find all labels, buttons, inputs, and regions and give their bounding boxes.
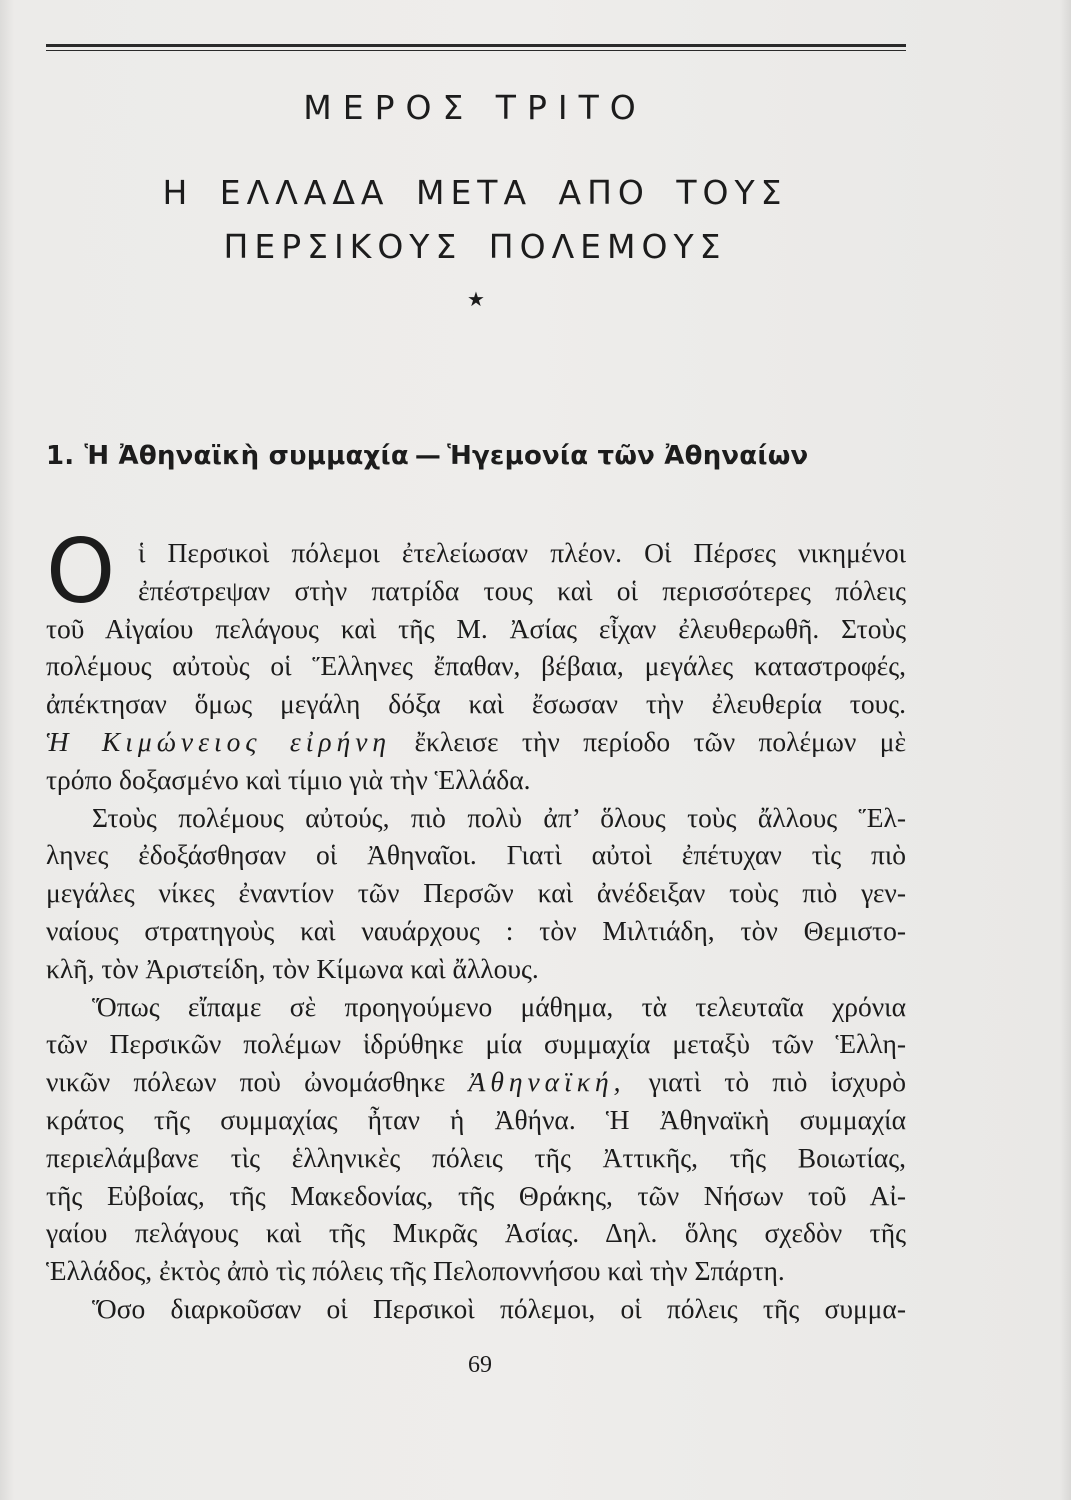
text-line-part: γιατὶ τὸ πιὸ ἰσχυρὸ	[648, 1066, 907, 1098]
section-label: ΜΕΡΟΣ ΤΡΙΤΟ	[303, 88, 647, 127]
text-line: Στοὺς πολέμους αὐτούς, πιὸ πολὺ ἀπ’ ὅλους τοὺς ἄλλους Ἕλ-	[92, 801, 906, 833]
text-line: τῆς Εὐβοίας, τῆς Μακεδονίας, τῆς Θράκης, τῶν Νήσων τοῦ Αἰ-	[46, 1179, 906, 1211]
text-line: Ὅσο διαρκοῦσαν οἱ Περσικοὶ πόλεμοι, οἱ πόλεις τῆς συμμα-	[92, 1292, 906, 1324]
star-ornament-icon: ★	[467, 287, 485, 311]
chapter-title-part-2: Ἡγεμονία τῶν Ἀθηναίων	[447, 441, 809, 471]
chapter-title-dash: —	[414, 441, 442, 471]
italic-term-athinaiki: Ἀθηναϊκή,	[468, 1066, 626, 1098]
text-line-part: νικῶν πόλεων ποὺ ὠνομάσθηκε	[46, 1066, 446, 1098]
text-line: τῶν Περσικῶν πολέμων ἱδρύθηκε μία συμμαχία μεταξὺ τῶν Ἑλλη-	[46, 1028, 906, 1060]
text-line: ἱ Περσικοὶ πόλεμοι ἐτελείωσαν πλέον. Οἱ Πέρσες νικημένοι	[138, 537, 906, 568]
text-line: ἀπέκτησαν ὅμως μεγάλη δόξα καὶ ἔσωσαν τὴν ἐλευθερία τους.	[46, 688, 906, 720]
text-line	[46, 1063, 906, 1101]
text-line: τοῦ Αἰγαίου πελάγους καὶ τῆς Μ. Ἀσίας εἶχαν ἐλευθερωθῆ. Στοὺς	[46, 612, 906, 644]
part-title	[0, 166, 950, 274]
text-line: Ὅπως εἴπαμε σὲ προηγούμενο μάθημα, τὰ τελευταῖα χρόνια	[92, 990, 906, 1022]
italic-term-kimoneios: Ἡ Κιμώνειος εἰρήνη	[46, 725, 392, 757]
page-number: 69	[468, 1352, 492, 1378]
text-line: γαίου πελάγους καὶ τῆς Μικρᾶς Ἀσίας. Δηλ. ὅλης σχεδὸν τῆς	[46, 1217, 906, 1249]
text-line: ληνες ἐδοξάσθησαν οἱ Ἀθηναῖοι. Γιατὶ αὐτοὶ ἐπέτυχαν τὶς πιὸ	[46, 839, 906, 871]
text-line: ναίους στρατηγοὺς καὶ ναυάρχους : τὸν Μιλτιάδη, τὸν Θεμιστο-	[46, 914, 906, 946]
text-line: ἐπέστρεψαν στὴν πατρίδα τους καὶ οἱ περισσότερες πόλεις	[138, 574, 906, 606]
chapter-heading	[46, 441, 916, 471]
text-line: πολέμους αὐτοὺς οἱ Ἕλληνες ἔπαθαν, βέβαια, μεγάλες καταστροφές,	[46, 650, 906, 682]
part-title-line-1: Η ΕΛΛΑΔΑ ΜΕΤΑ ΑΠΟ ΤΟΥΣ	[162, 173, 788, 212]
top-rule-thick	[46, 44, 906, 47]
chapter-title-part-1: Ἡ Ἀθηναϊκὴ συμμαχία	[84, 441, 409, 471]
text-line: περιελάμβανε τὶς ἑλληνικὲς πόλεις τῆς Ἀττικῆς, τῆς Βοιωτίας,	[46, 1141, 906, 1173]
chapter-number: 1.	[46, 441, 75, 471]
drop-cap: Ο	[46, 520, 116, 623]
body-text	[46, 520, 907, 1328]
text-line	[46, 723, 906, 761]
part-title-line-2: ΠΕΡΣΙΚΟΥΣ ΠΟΛΕΜΟΥΣ	[223, 227, 727, 266]
text-line: μεγάλες νίκες ἐναντίον τῶν Περσῶν καὶ ἀνέδειξαν τοὺς πιὸ γεν-	[46, 877, 906, 909]
text-line: τρόπο δοξασμένο καὶ τίμιο γιὰ τὴν Ἑλλάδα.	[46, 763, 531, 795]
text-line: κράτος τῆς συμμαχίας ἦταν ἡ Ἀθήνα. Ἡ Ἀθηναϊκὴ συμμαχία	[46, 1103, 906, 1135]
text-line-rest: ἔκλεισε τὴν περίοδο τῶν πολέμων μὲ	[414, 725, 907, 757]
text-line: Ἑλλάδος, ἐκτὸς ἀπὸ τὶς πόλεις τῆς Πελοποννήσου καὶ τὴν Σπάρτη.	[46, 1255, 785, 1287]
text-line: κλῆ, τὸν Ἀριστείδη, τὸν Κίμωνα καὶ ἄλλους.	[46, 952, 539, 984]
top-rule-thin	[46, 50, 906, 51]
